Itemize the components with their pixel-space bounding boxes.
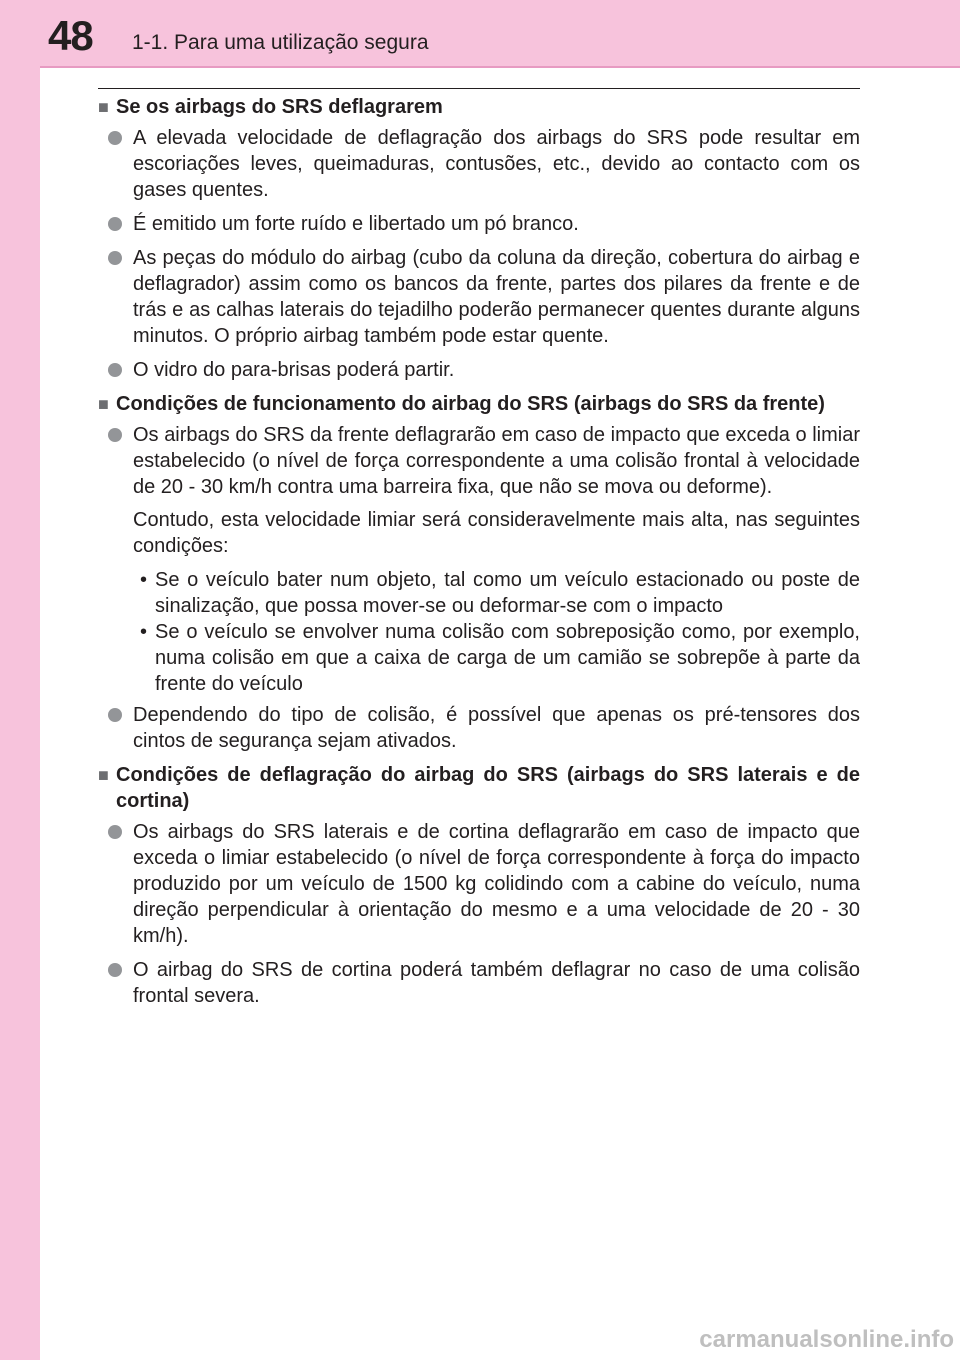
list-item: O vidro do para-brisas poderá partir. xyxy=(108,357,860,383)
paragraph: Contudo, esta velocidade limiar será consideravelmente mais alta, nas seguintes condições: xyxy=(133,509,860,557)
circle-bullet-icon xyxy=(108,363,122,377)
header-band-edge xyxy=(40,66,960,68)
circle-bullet-icon xyxy=(108,131,122,145)
list-item: A elevada velocidade de deflagração dos airbags do SRS pode resultar em escoriações leves, queimaduras, contusões, etc., devido ao contacto com os gases quentes. xyxy=(108,125,860,203)
circle-bullet-icon xyxy=(108,708,122,722)
circle-bullet-icon xyxy=(108,825,122,839)
square-bullet-icon: ■ xyxy=(98,394,109,414)
list-item: Os airbags do SRS da frente deflagrarão em caso de impacto que exceda o limiar estabelecido (o nível de força correspondente a uma colisão frontal à velocidade de 20 - 30 km/h contra uma barreira fixa, que não se mova ou deforme). xyxy=(108,422,860,500)
circle-bullet-icon xyxy=(108,963,122,977)
section-heading: ■ Se os airbags do SRS deflagrarem xyxy=(98,96,443,118)
dot-bullet-icon: • xyxy=(140,621,148,643)
top-rule xyxy=(98,88,860,89)
sub-list-item: • Se o veículo se envolver numa colisão com sobreposição como, por exemplo, numa colisão em que a caixa de carga de um camião se sobrepõe à parte da frente do veículo xyxy=(133,619,860,697)
page-content xyxy=(98,94,860,1017)
square-bullet-icon: ■ xyxy=(98,765,109,785)
list-item: Os airbags do SRS laterais e de cortina deflagrarão em caso de impacto que exceda o limiar estabelecido (o nível de força correspondente à força do impacto produzido por um veículo de 1500 kg colidindo com a cabine do veículo, numa direção perpendicular à orientação do mesmo e a uma velocidade de 20 - 30 km/h). xyxy=(108,819,860,949)
sub-list-item: • Se o veículo bater num objeto, tal como um veículo estacionado ou poste de sinalização, que possa mover-se ou deformar-se com o impacto xyxy=(133,567,860,619)
section-heading: ■ Condições de deflagração do airbag do SRS (airbags do SRS laterais e de cortina) xyxy=(98,764,860,812)
dot-bullet-icon: • xyxy=(140,569,148,591)
list-item: Dependendo do tipo de colisão, é possível que apenas os pré-tensores dos cintos de segurança sejam ativados. xyxy=(108,702,860,754)
page-number: 48 xyxy=(48,12,93,59)
list-item: É emitido um forte ruído e libertado um pó branco. xyxy=(108,211,860,237)
circle-bullet-icon xyxy=(108,217,122,231)
list-item: O airbag do SRS de cortina poderá também deflagrar no caso de uma colisão frontal severa. xyxy=(108,957,860,1009)
square-bullet-icon: ■ xyxy=(98,97,109,117)
section-heading: ■ Condições de funcionamento do airbag do SRS (airbags do SRS da frente) xyxy=(98,393,825,415)
circle-bullet-icon xyxy=(108,428,122,442)
watermark: carmanualsonline.info xyxy=(699,1326,954,1353)
circle-bullet-icon xyxy=(108,251,122,265)
list-item: As peças do módulo do airbag (cubo da coluna da direção, cobertura do airbag e deflagrador) assim como os bancos da frente, partes dos pilares da frente e de trás e as calhas laterais do tejadilho poderão permanecer quentes durante alguns minutos. O próprio airbag também pode estar quente. xyxy=(108,245,860,349)
left-color-band xyxy=(0,0,40,1360)
section-title: 1-1. Para uma utilização segura xyxy=(132,31,429,54)
